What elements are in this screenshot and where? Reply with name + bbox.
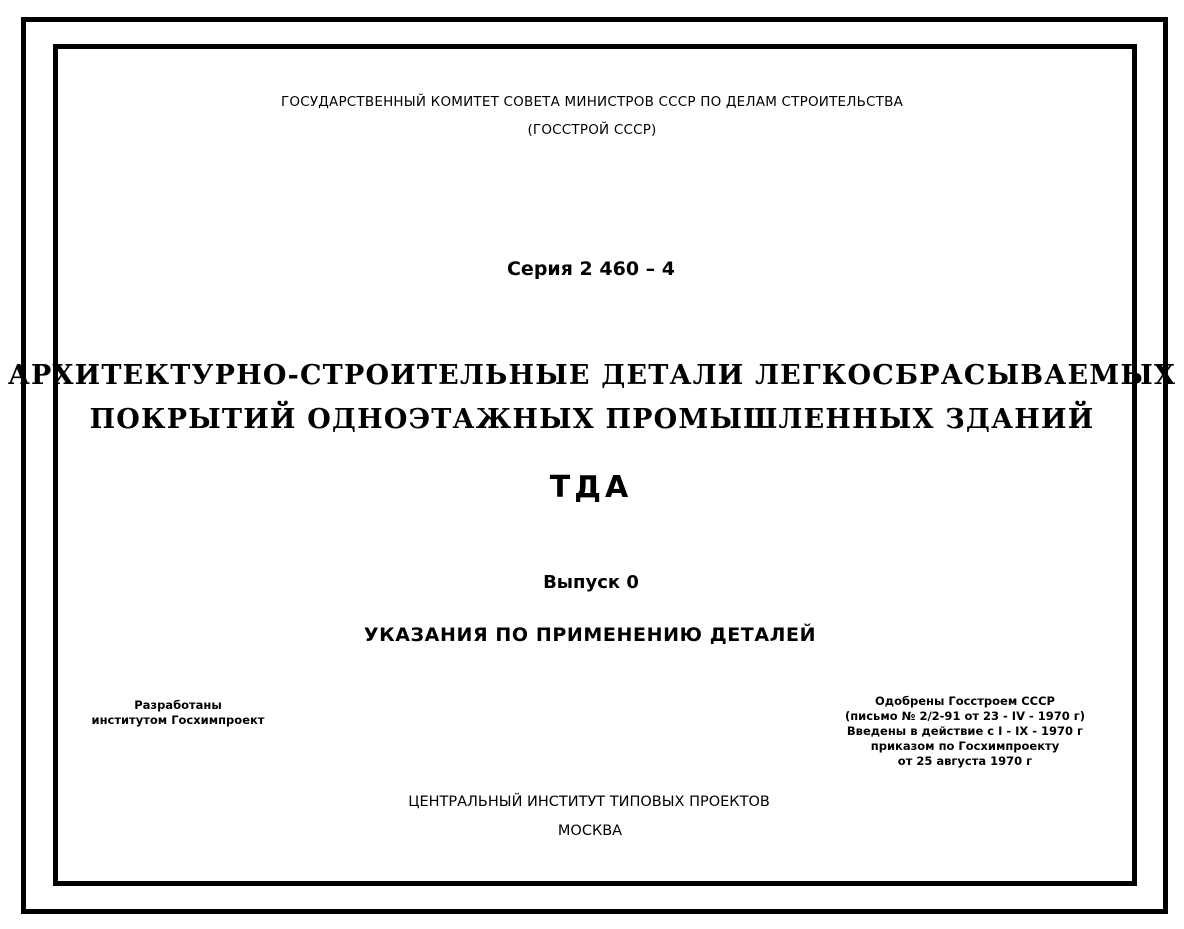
issue-number: Выпуск 0 [543, 572, 639, 593]
committee-name: ГОСУДАРСТВЕННЫЙ КОМИТЕТ СОВЕТА МИНИСТРОВ СССР ПО ДЕЛАМ СТРОИТЕЛЬСТВА [280, 94, 904, 110]
publisher-city: МОСКВА [557, 823, 623, 839]
approval-line-2: (письмо № 2/2-91 от 23 - IV - 1970 г) [844, 709, 1086, 723]
approval-line-4: приказом по Госхимпроекту [870, 739, 1060, 753]
approval-line-1: Одобрены Госстроем СССР [875, 694, 1055, 708]
developer-line-1: Разработаны [134, 698, 222, 712]
approval-line-3: Введены в действие с I - IX - 1970 г [846, 724, 1084, 738]
document-subtitle: УКАЗАНИЯ ПО ПРИМЕНЕНИЮ ДЕТАЛЕЙ [363, 624, 817, 646]
approval-line-5: от 25 августа 1970 г [897, 754, 1033, 768]
title-code: ТДА [549, 470, 633, 505]
developer-line-2: институтом Госхимпроект [91, 713, 265, 727]
committee-short-name: (ГОССТРОЙ СССР) [527, 122, 657, 138]
developer-block [68, 698, 288, 728]
title-line-1: АРХИТЕКТУРНО-СТРОИТЕЛЬНЫЕ ДЕТАЛИ ЛЕГКОСБРАСЫВАЕМЫХ [7, 360, 1177, 391]
title-line-2: ПОКРЫТИЙ ОДНОЭТАЖНЫХ ПРОМЫШЛЕННЫХ ЗДАНИЙ [89, 404, 1095, 435]
publisher-name: ЦЕНТРАЛЬНЫЙ ИНСТИТУТ ТИПОВЫХ ПРОЕКТОВ [408, 794, 770, 810]
approval-block [820, 694, 1110, 769]
series-number: Серия 2 460 – 4 [506, 258, 675, 280]
